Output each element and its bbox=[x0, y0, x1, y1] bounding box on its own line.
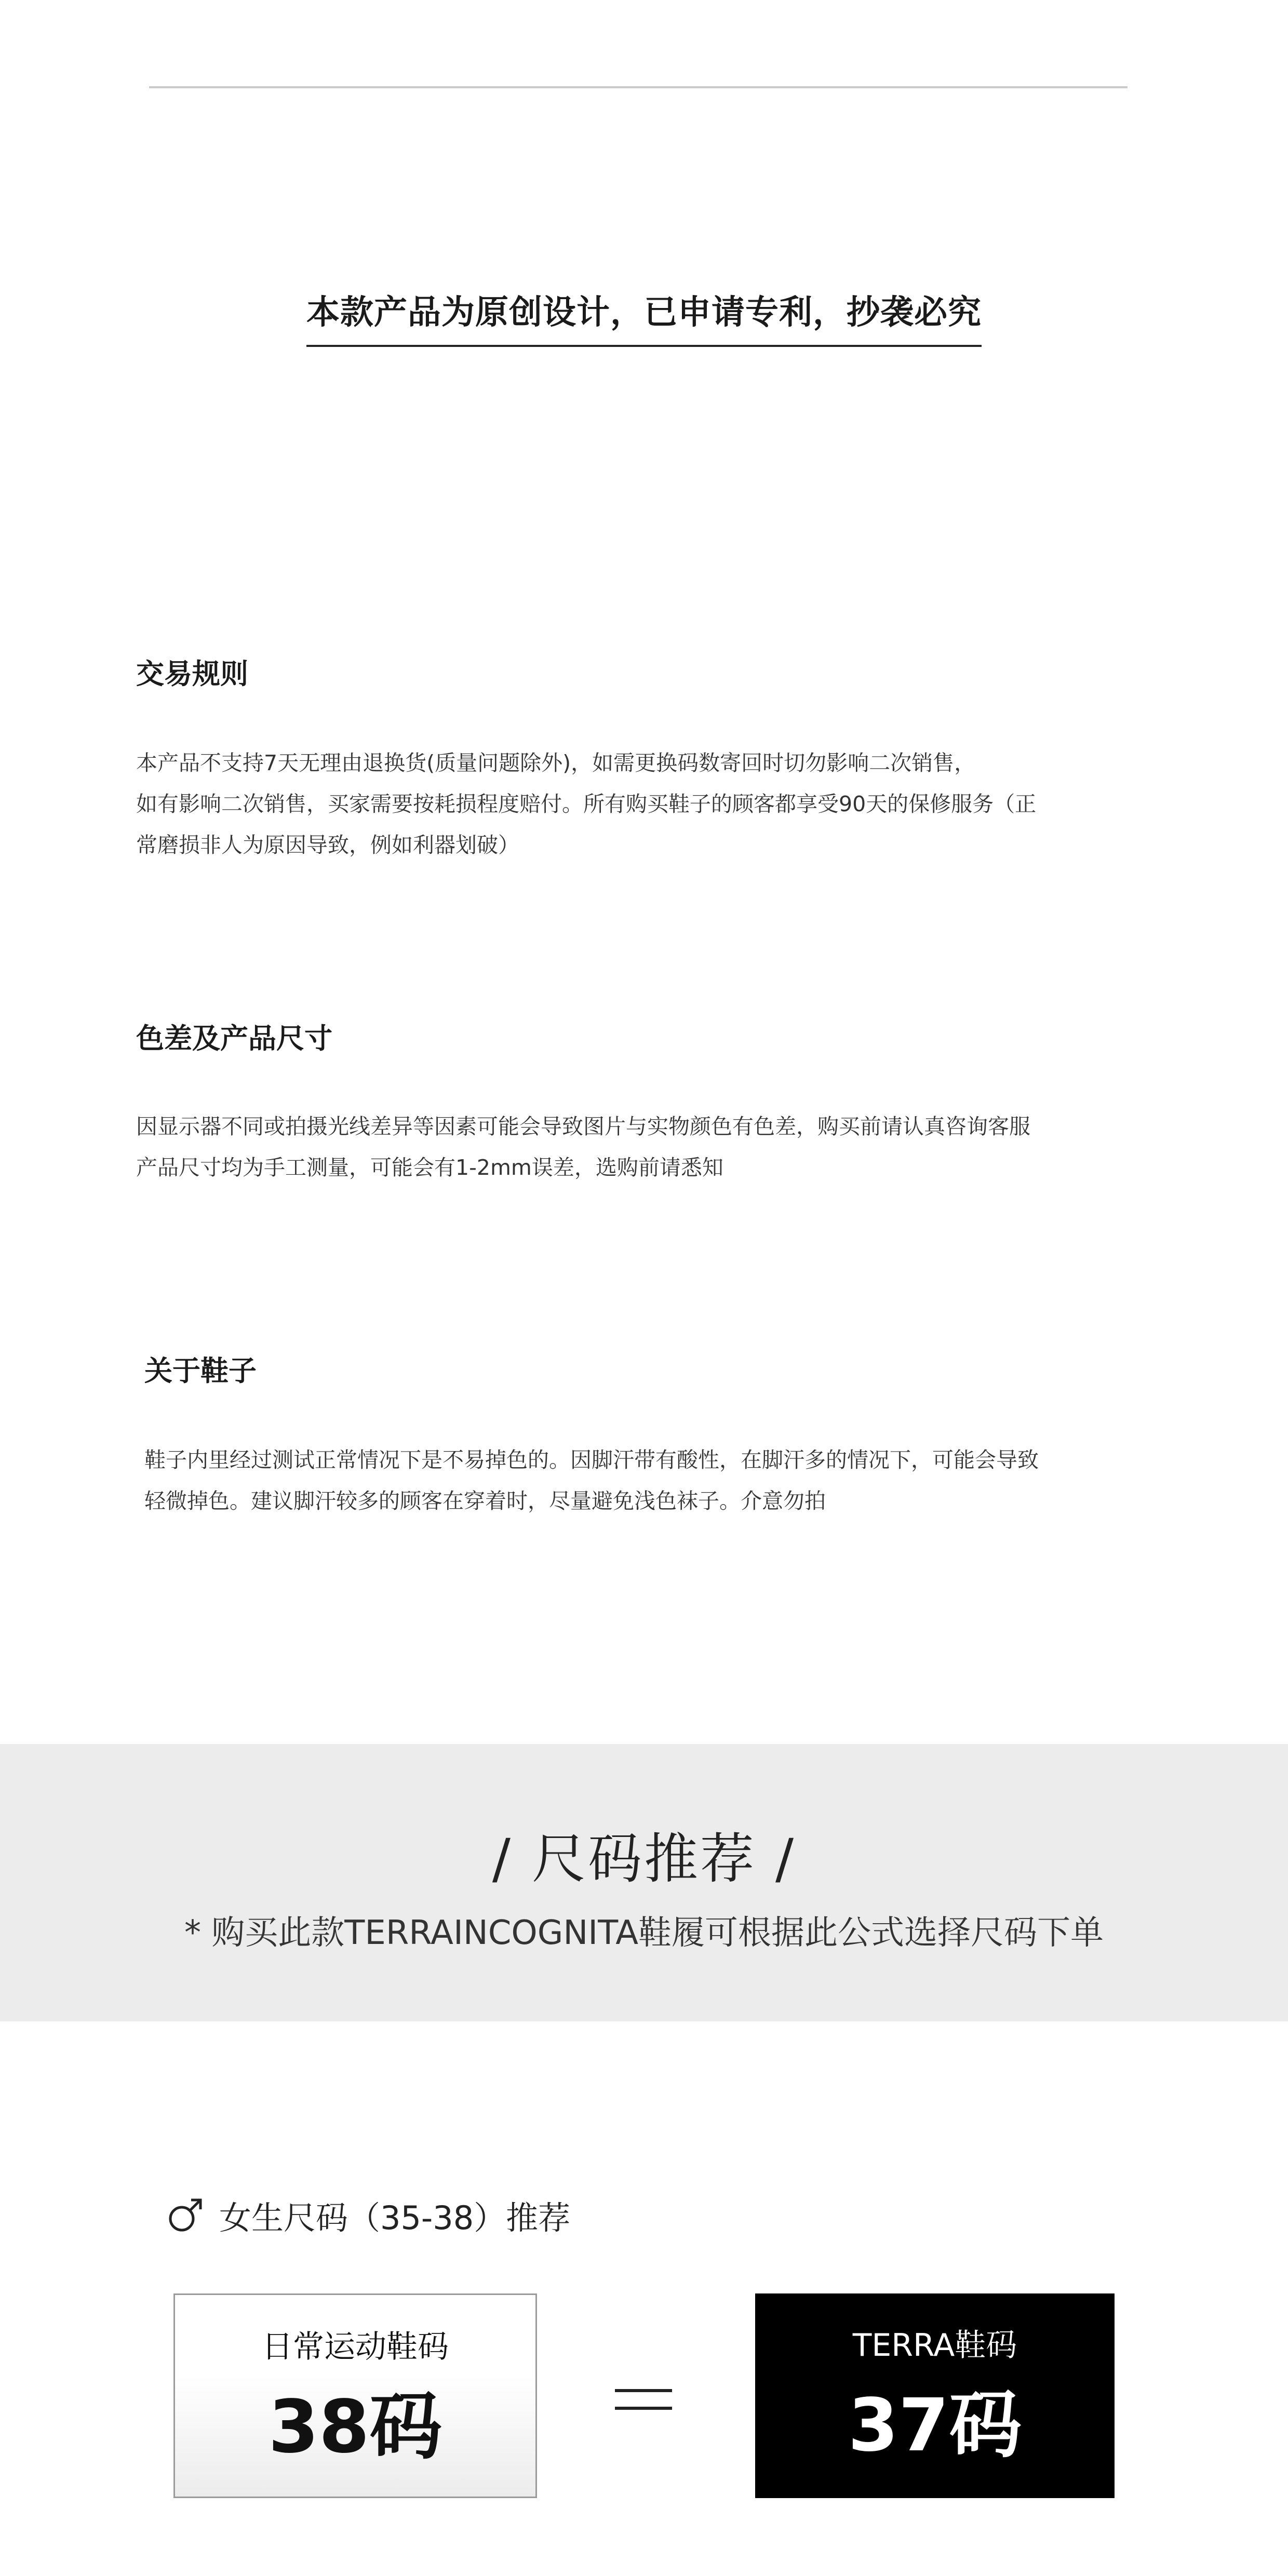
size-recommend-title: / 尺码推荐 / bbox=[492, 1827, 796, 1890]
trade-rules-title: 交易规则 bbox=[136, 658, 248, 690]
daily-size-caption: 日常运动鞋码 bbox=[262, 2329, 449, 2365]
color-size-title: 色差及产品尺寸 bbox=[136, 1022, 332, 1055]
about-shoes-line: 轻微掉色。建议脚汗较多的顾客在穿着时，尽量避免浅色袜子。介意勿拍 bbox=[144, 1488, 826, 1513]
daily-size-value: 38码 bbox=[268, 2385, 442, 2470]
trade-rules-section bbox=[136, 653, 1154, 866]
size-recommend-subtitle: * 购买此款TERRAINCOGNITA鞋履可根据此公式选择尺码下单 bbox=[184, 1914, 1104, 1952]
terra-size-box bbox=[755, 2293, 1115, 2498]
terra-size-caption: TERRA鞋码 bbox=[852, 2327, 1017, 2364]
about-shoes-section bbox=[144, 1350, 1152, 1522]
trade-rules-line: 常磨损非人为原因导致，例如利器划破） bbox=[136, 833, 519, 857]
equals-sign bbox=[615, 2389, 672, 2410]
women-size-label: 女生尺码（35-38）推荐 bbox=[219, 2198, 571, 2237]
trade-rules-line: 如有影响二次销售，买家需要按耗损程度赔付。所有购买鞋子的顾客都享受90天的保修服务（正 bbox=[136, 791, 1037, 816]
about-shoes-line: 鞋子内里经过测试正常情况下是不易掉色的。因脚汗带有酸性，在脚汗多的情况下，可能会导致 bbox=[144, 1447, 1039, 1472]
color-size-line: 因显示器不同或拍摄光线差异等因素可能会导致图片与实物颜色有色差，购买前请认真咨询客服 bbox=[136, 1114, 1030, 1139]
color-size-line: 产品尺寸均为手工测量，可能会有1-2mm误差，选购前请悉知 bbox=[136, 1155, 723, 1180]
about-shoes-title: 关于鞋子 bbox=[144, 1354, 257, 1387]
color-size-section bbox=[136, 1018, 1154, 1188]
trade-rules-line: 本产品不支持7天无理由退换货(质量问题除外)，如需更换码数寄回时切勿影响二次销售， bbox=[136, 750, 976, 775]
top-divider bbox=[149, 86, 1128, 88]
male-symbol-icon bbox=[167, 2197, 204, 2233]
terra-size-value: 37码 bbox=[848, 2383, 1022, 2468]
women-size-row bbox=[167, 2186, 570, 2244]
daily-sneaker-size-box bbox=[173, 2293, 537, 2498]
original-design-notice bbox=[0, 287, 1288, 347]
headline-text: 本款产品为原创设计，已申请专利，抄袭必究 bbox=[306, 287, 982, 347]
